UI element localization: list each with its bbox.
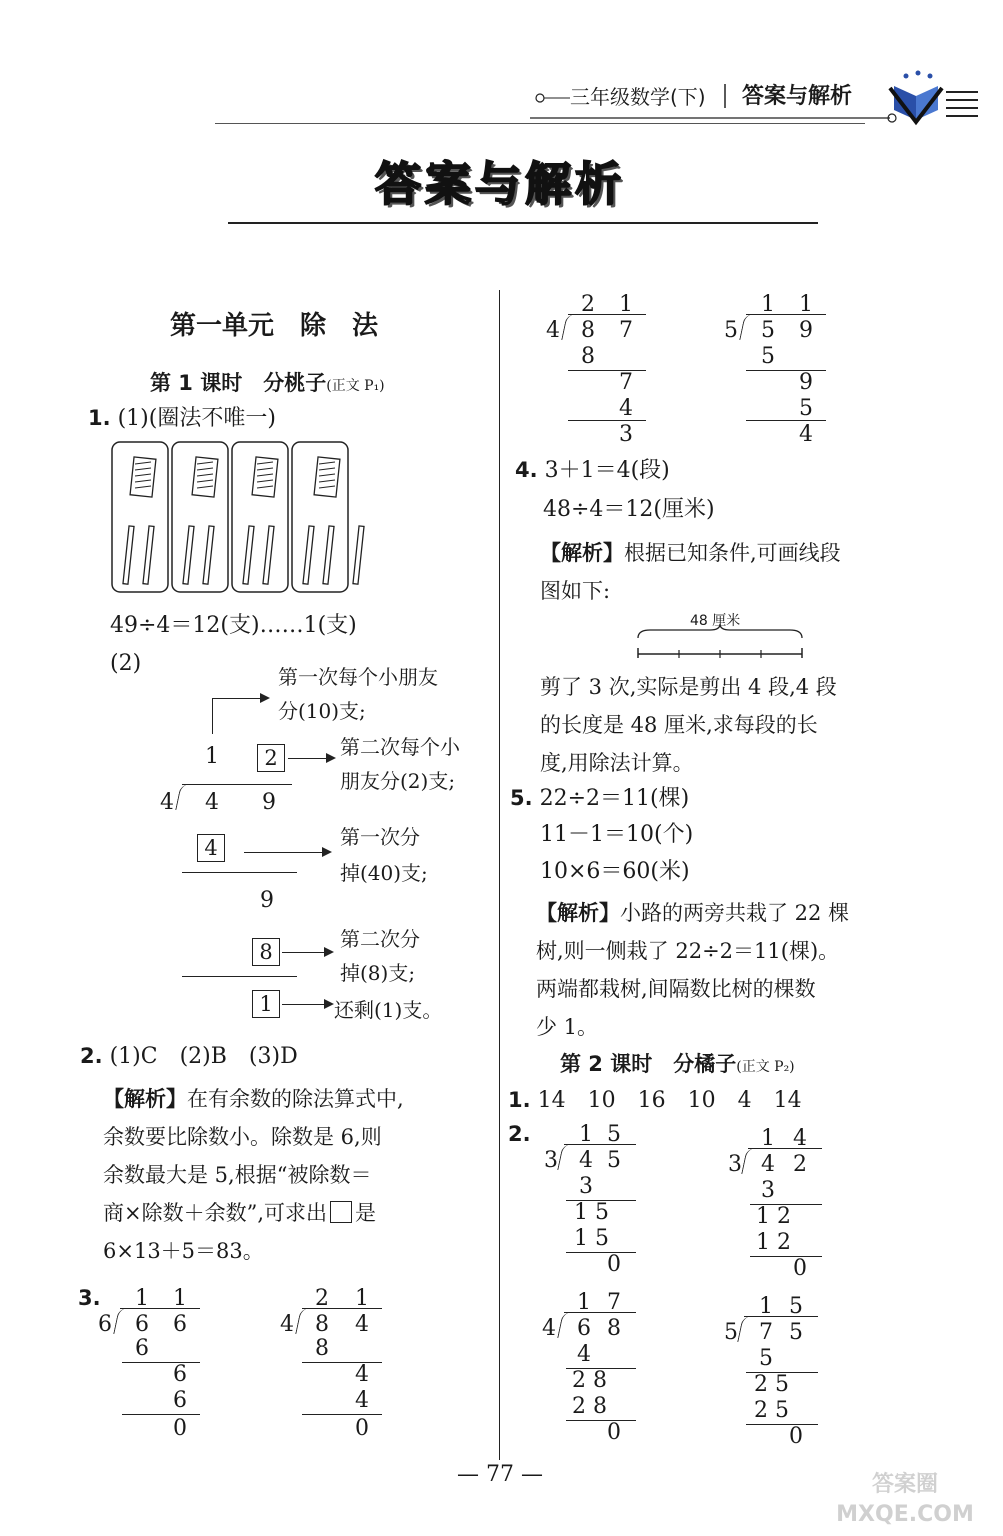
- quotient-digit: 7: [607, 1290, 621, 1315]
- l2q1-number: 1.: [508, 1088, 531, 1112]
- step-value: 0: [607, 1252, 621, 1277]
- q1-number: 1.: [88, 406, 111, 430]
- subtraction-line: [182, 976, 297, 977]
- l2q1-answer: 14 10 16 10 4 14: [537, 1088, 802, 1113]
- analysis-line: 少 1。: [536, 1015, 599, 1039]
- quotient-digit: 1: [799, 292, 813, 317]
- answer-line: 22÷2＝11(棵): [539, 786, 690, 811]
- annotation-note: 第一次每个小朋友: [278, 665, 438, 689]
- blank-box: [330, 1201, 352, 1223]
- step-value: 3: [579, 1174, 593, 1199]
- subtraction-line: [122, 1414, 200, 1415]
- dash: —: [457, 1462, 486, 1487]
- dividend-digit: 2: [793, 1152, 807, 1177]
- step-value: 4: [355, 1388, 369, 1413]
- step-product-boxed: 4: [197, 834, 225, 862]
- division-bracket: [175, 784, 190, 810]
- dividend-digit: 4: [205, 790, 219, 815]
- page-number-value: 77: [486, 1462, 514, 1487]
- annotation-note: 第一次分: [340, 825, 420, 849]
- division-bar: [564, 1144, 636, 1145]
- header-rule: [215, 123, 865, 124]
- annotation-note: 第二次每个小: [340, 735, 460, 759]
- quotient-digit: 4: [793, 1126, 807, 1151]
- annotation-note: 掉(8)支;: [340, 961, 416, 985]
- book-icon: [880, 70, 980, 126]
- q4-explanation: [540, 668, 920, 782]
- division-bar: [120, 1308, 200, 1309]
- dividend-digit: 7: [619, 318, 633, 343]
- quotient-digit: 1: [173, 1286, 187, 1311]
- long-division: [542, 1290, 652, 1450]
- analysis-line: 小路的两旁共栽了 22 棵: [620, 901, 850, 925]
- division-bar: [182, 784, 292, 785]
- q1-equation: 49÷4＝12(支)……1(支): [110, 613, 357, 638]
- step-value: 0: [793, 1256, 807, 1281]
- analysis-tag: 【解析】: [536, 901, 620, 925]
- long-division: [724, 292, 844, 452]
- l2q1: [508, 1082, 802, 1119]
- q4-analysis: [540, 534, 920, 610]
- dash: —: [514, 1462, 543, 1487]
- division-bar: [746, 314, 826, 315]
- dividend-digit: 9: [799, 318, 813, 343]
- divisor: 4: [160, 790, 174, 815]
- step-value: 5: [799, 396, 813, 421]
- q1-part2: (2): [110, 651, 142, 676]
- unit-title: 第一单元 除 法: [170, 311, 379, 341]
- division-bracket: [739, 314, 754, 340]
- step-value: 4: [619, 396, 633, 421]
- step-value: 8: [315, 1336, 329, 1361]
- step-value: 2 8: [572, 1368, 607, 1393]
- long-division: [542, 1122, 652, 1282]
- q2-analysis: [103, 1080, 483, 1270]
- dividend-digit: 9: [262, 790, 276, 815]
- divisor: 3: [728, 1152, 742, 1177]
- long-division: [280, 1286, 400, 1446]
- divisor: 5: [724, 1320, 738, 1345]
- analysis-line: 余数要比除数小。除数是 6,则: [103, 1125, 382, 1149]
- annotation-arrow-stem: [212, 698, 213, 734]
- lesson1-heading: [150, 367, 385, 397]
- quotient-digit: 2: [315, 1286, 329, 1311]
- dividend-digit: 8: [315, 1312, 329, 1337]
- arrow-head: [260, 693, 270, 703]
- step-value: 0: [355, 1416, 369, 1441]
- answer-line: 48÷4＝12(厘米): [543, 497, 715, 522]
- dividend-digit: 5: [789, 1320, 803, 1345]
- analysis-line: 的长度是 48 厘米,求每段的长: [540, 713, 818, 737]
- step-product-boxed: 8: [252, 938, 280, 966]
- header-grade: 三年级数学(下): [570, 85, 706, 109]
- division-bracket: [557, 1144, 572, 1170]
- step-value: 8: [581, 344, 595, 369]
- division-bar: [744, 1316, 818, 1317]
- divisor: 4: [542, 1316, 556, 1341]
- quotient-digit: 1: [759, 1294, 773, 1319]
- annotation-note: 分(10)支;: [278, 699, 366, 723]
- title-rule: [228, 222, 818, 224]
- column-divider: [499, 290, 500, 1460]
- dividend-digit: 4: [579, 1148, 593, 1173]
- segment-label: 48 厘米: [690, 613, 741, 629]
- answer-line: 10×6＝60(米): [540, 859, 690, 884]
- quotient-digit: 1: [205, 744, 219, 769]
- divisor: 4: [546, 318, 560, 343]
- lesson1-title: 第 1 课时 分桃子: [150, 371, 327, 395]
- quotient-digit: 5: [789, 1294, 803, 1319]
- annotation-arrow: [288, 758, 328, 759]
- q4-line1: [515, 452, 670, 489]
- q2-header: [80, 1038, 298, 1075]
- analysis-line: 根据已知条件,可画线段: [624, 541, 841, 565]
- analysis-line: 树,则一侧栽了 22÷2＝11(棵)。: [536, 939, 840, 963]
- page-number: [430, 1462, 570, 1487]
- q5-number: 5.: [510, 786, 533, 810]
- annotation-note: 朋友分(2)支;: [340, 769, 456, 793]
- analysis-line: 图如下:: [540, 579, 611, 603]
- dividend-digit: 4: [761, 1152, 775, 1177]
- l2q2-number: 2.: [508, 1122, 531, 1146]
- division-bar: [564, 1312, 636, 1313]
- dividend-digit: 8: [607, 1316, 621, 1341]
- quotient-digit: 1: [579, 1122, 593, 1147]
- answer-line: 11－1＝10(个): [540, 822, 694, 847]
- divisor: 6: [98, 1312, 112, 1337]
- quotient-digit: 5: [607, 1122, 621, 1147]
- annotation-arrow: [282, 952, 326, 953]
- divisor: 3: [544, 1148, 558, 1173]
- analysis-tag: 【解析】: [540, 541, 624, 565]
- annotation-note: 掉(40)支;: [340, 861, 428, 885]
- division-bracket: [295, 1308, 310, 1334]
- analysis-line: 余数最大是 5,根据“被除数＝: [103, 1163, 372, 1187]
- lesson2-ref: (正文 P₂): [736, 1059, 795, 1075]
- header-section: 答案与解析: [742, 84, 853, 109]
- step-value: 3: [619, 422, 633, 447]
- dividend-digit: 8: [581, 318, 595, 343]
- step-value: 5: [761, 344, 775, 369]
- answer-line: 3＋1＝4(段): [544, 458, 670, 483]
- dividend-digit: 7: [759, 1320, 773, 1345]
- annotation-arrow: [282, 1004, 326, 1005]
- line-segment-diagram: [630, 624, 810, 664]
- division-bracket: [561, 314, 576, 340]
- step-value: 0: [789, 1424, 803, 1449]
- analysis-line: 是: [355, 1201, 377, 1225]
- step-value: 6: [135, 1336, 149, 1361]
- quotient-digit: 1: [761, 292, 775, 317]
- step-value: 2 5: [754, 1398, 789, 1423]
- q2-number: 2.: [80, 1044, 103, 1068]
- lesson1-ref: (正文 P₁): [326, 378, 385, 394]
- dividend-digit: 5: [761, 318, 775, 343]
- dividend-digit: 6: [577, 1316, 591, 1341]
- divisor: 4: [280, 1312, 294, 1337]
- step-value: 4: [355, 1362, 369, 1387]
- step-value: 4: [577, 1342, 591, 1367]
- division-bar: [748, 1148, 822, 1149]
- dividend-digit: 6: [173, 1312, 187, 1337]
- step-value: 1 2: [756, 1204, 791, 1229]
- step-value: 2 8: [572, 1394, 607, 1419]
- step-value: 6: [173, 1388, 187, 1413]
- step-value: 2 5: [754, 1372, 789, 1397]
- division-bracket: [113, 1308, 128, 1334]
- analysis-line: 在有余数的除法算式中,: [187, 1087, 404, 1111]
- step-remainder: 9: [260, 888, 274, 913]
- lesson2-heading: [560, 1048, 795, 1078]
- long-division: [98, 1286, 218, 1446]
- q2-answer: (1)C (2)B (3)D: [109, 1044, 298, 1069]
- division-bracket: [737, 1316, 752, 1342]
- long-division: [722, 1294, 832, 1454]
- step-value: 1 2: [756, 1230, 791, 1255]
- division-bar: [568, 314, 646, 315]
- q1-part1: (1)(圈法不唯一): [117, 406, 276, 431]
- analysis-line: 两端都栽树,间隔数比树的棵数: [536, 977, 816, 1001]
- annotation-note: 第二次分: [340, 927, 420, 951]
- step-value: 5: [759, 1346, 773, 1371]
- quotient-digit: 1: [761, 1126, 775, 1151]
- subtraction-line: [746, 420, 826, 421]
- arrow-head: [326, 753, 336, 763]
- analysis-line: 度,用除法计算。: [540, 751, 694, 775]
- division-bracket: [741, 1148, 756, 1174]
- annotation-note: 还剩(1)支。: [334, 998, 443, 1022]
- dividend-digit: 4: [355, 1312, 369, 1337]
- final-remainder-boxed: 1: [252, 990, 280, 1018]
- step-value: 9: [799, 370, 813, 395]
- lesson2-title: 第 2 课时 分橘子: [560, 1052, 737, 1076]
- analysis-line: 6×13＋5＝83。: [103, 1239, 264, 1263]
- quotient-digit: 1: [577, 1290, 591, 1315]
- subtraction-line: [182, 872, 297, 873]
- q4-number: 4.: [515, 458, 538, 482]
- q5-line1: [510, 780, 689, 817]
- division-bar: [302, 1308, 382, 1309]
- analysis-line: 剪了 3 次,实际是剪出 4 段,4 段: [540, 675, 837, 699]
- q5-analysis: [536, 894, 916, 1046]
- quotient-digit: 2: [581, 292, 595, 317]
- step-value: 0: [173, 1416, 187, 1441]
- divisor: 5: [724, 318, 738, 343]
- page-title: 答案与解析: [375, 157, 625, 211]
- division-bracket: [557, 1312, 572, 1338]
- quotient-digit-boxed: 2: [257, 744, 285, 772]
- step-value: 0: [607, 1420, 621, 1445]
- step-value: 3: [761, 1178, 775, 1203]
- quotient-digit: 1: [355, 1286, 369, 1311]
- q3-number: 3.: [78, 1286, 101, 1310]
- arrow-head: [322, 847, 332, 857]
- dividend-digit: 5: [607, 1148, 621, 1173]
- step-value: 7: [619, 370, 633, 395]
- annotation-arrow: [244, 852, 324, 853]
- arrow-head: [324, 999, 334, 1009]
- subtraction-line: [302, 1414, 382, 1415]
- watermark-logo: 答案圈 MXQE.COM: [836, 1472, 974, 1527]
- analysis-line: 商×除数＋余数”,可求出: [103, 1201, 328, 1225]
- quotient-digit: 1: [135, 1286, 149, 1311]
- analysis-tag: 【解析】: [103, 1087, 187, 1111]
- arrow-head: [324, 947, 334, 957]
- long-division: [726, 1126, 836, 1286]
- step-value: 4: [799, 422, 813, 447]
- dividend-digit: 6: [135, 1312, 149, 1337]
- step-value: 1 5: [574, 1226, 609, 1251]
- quotient-digit: 1: [619, 292, 633, 317]
- step-value: 6: [173, 1362, 187, 1387]
- pencil-bundle-illustration: [110, 440, 370, 596]
- long-division: [546, 292, 666, 452]
- q1-header: [88, 400, 276, 437]
- annotation-arrow: [212, 698, 262, 699]
- step-value: 1 5: [574, 1200, 609, 1225]
- subtraction-line: [568, 420, 646, 421]
